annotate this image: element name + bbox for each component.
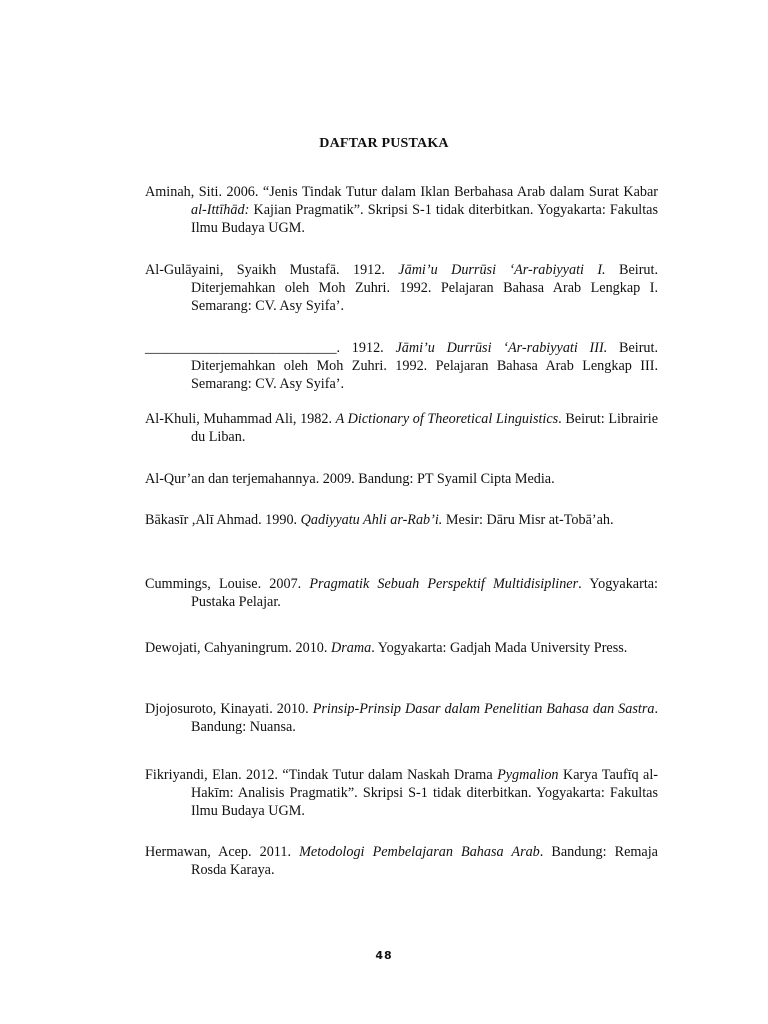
reference-text: Cummings, Louise. 2007. (145, 576, 310, 592)
reference-title: Pygmalion (497, 767, 559, 783)
reference-text: Fikriyandi, Elan. 2012. “Tindak Tutur dalam Naskah Drama (145, 767, 498, 783)
reference-entry (145, 470, 658, 488)
reference-text: Aminah, Siti. 2006. “Jenis Tindak Tutur dalam Iklan Berbahasa Arab dalam Surat Kabar (145, 184, 658, 200)
reference-text: Mesir: Dāru Misr at-Tobā’ah. (442, 512, 614, 528)
reference-text: Kajian Pragmatik”. Skripsi S-1 tidak diterbitkan. Yogyakarta: Fakultas Ilmu Budaya UGM. (191, 202, 658, 237)
reference-text: Al-Gulāyaini, Syaikh Mustafā. 1912. (145, 262, 399, 278)
reference-entry (145, 639, 658, 657)
reference-text: Bākasīr ,Alī Ahmad. 1990. (145, 512, 301, 528)
reference-entry (145, 843, 658, 879)
reference-text: Hermawan, Acep. 2011. (145, 844, 300, 860)
reference-entry (145, 339, 658, 394)
reference-text: Dewojati, Cahyaningrum. 2010. (145, 640, 331, 656)
reference-title: Qadiyyatu Ahli ar-Rab’i. (300, 512, 443, 528)
reference-title: al-Ittīhād: (191, 202, 250, 219)
page-number: 48 (375, 949, 393, 962)
reference-text: . Bandung: Remaja Rosda Karaya. (191, 844, 658, 879)
reference-text: Karya Taufīq al-Hakīm: Analisis Pragmatik”. Skripsi S-1 tidak diterbitkan. Yogyakarta: Fakultas Ilmu Budaya UGM. (191, 767, 658, 820)
reference-title: Prinsip-Prinsip Dasar dalam Penelitian Bahasa dan Sastra (312, 701, 655, 717)
reference-text: . Beirut: Librairie du Liban. (191, 411, 658, 446)
reference-text: . Yogyakarta: Pustaka Pelajar. (191, 576, 658, 611)
reference-title: A Dictionary of Theoretical Linguistics (335, 411, 559, 427)
reference-entry (145, 183, 658, 238)
reference-text: Djojosuroto, Kinayati. 2010. (145, 701, 313, 717)
reference-title: Jāmi’u Durrūsi ‘Ar-rabiyyati I. (398, 262, 606, 278)
reference-text: Beirut. Diterjemahkan oleh Moh Zuhri. 1992. Pelajaran Bahasa Arab Lengkap III. Semarang: CV. Asy Syifa’. (191, 340, 658, 393)
reference-entry (145, 410, 658, 446)
reference-text: Al-Qur’an dan terjemahannya. 2009. Bandung: PT Syamil Cipta Media. (145, 471, 555, 487)
reference-title: Pragmatik Sebuah Perspektif Multidisipliner (309, 576, 579, 592)
reference-title: Jāmi’u Durrūsi ‘Ar-rabiyyati III. (395, 340, 608, 356)
reference-title: Drama (330, 640, 372, 656)
reference-entry (145, 261, 658, 316)
reference-entry (145, 766, 658, 821)
reference-title: Metodologi Pembelajaran Bahasa Arab (299, 844, 540, 860)
reference-text: . Yogyakarta: Gadjah Mada University Press. (371, 640, 628, 656)
reference-entry (145, 575, 658, 611)
reference-text: Al-Khuli, Muhammad Ali, 1982. (145, 411, 336, 427)
page-title: DAFTAR PUSTAKA (319, 136, 449, 151)
reference-text: ___________________________. 1912. (145, 340, 396, 356)
reference-entry (145, 700, 658, 736)
reference-entry (145, 511, 658, 529)
reference-text: . Bandung: Nuansa. (191, 701, 658, 736)
reference-text: Beirut. Diterjemahkan oleh Moh Zuhri. 1992. Pelajaran Bahasa Arab Lengkap I. Semarang: CV. Asy Syifa’. (191, 262, 658, 315)
